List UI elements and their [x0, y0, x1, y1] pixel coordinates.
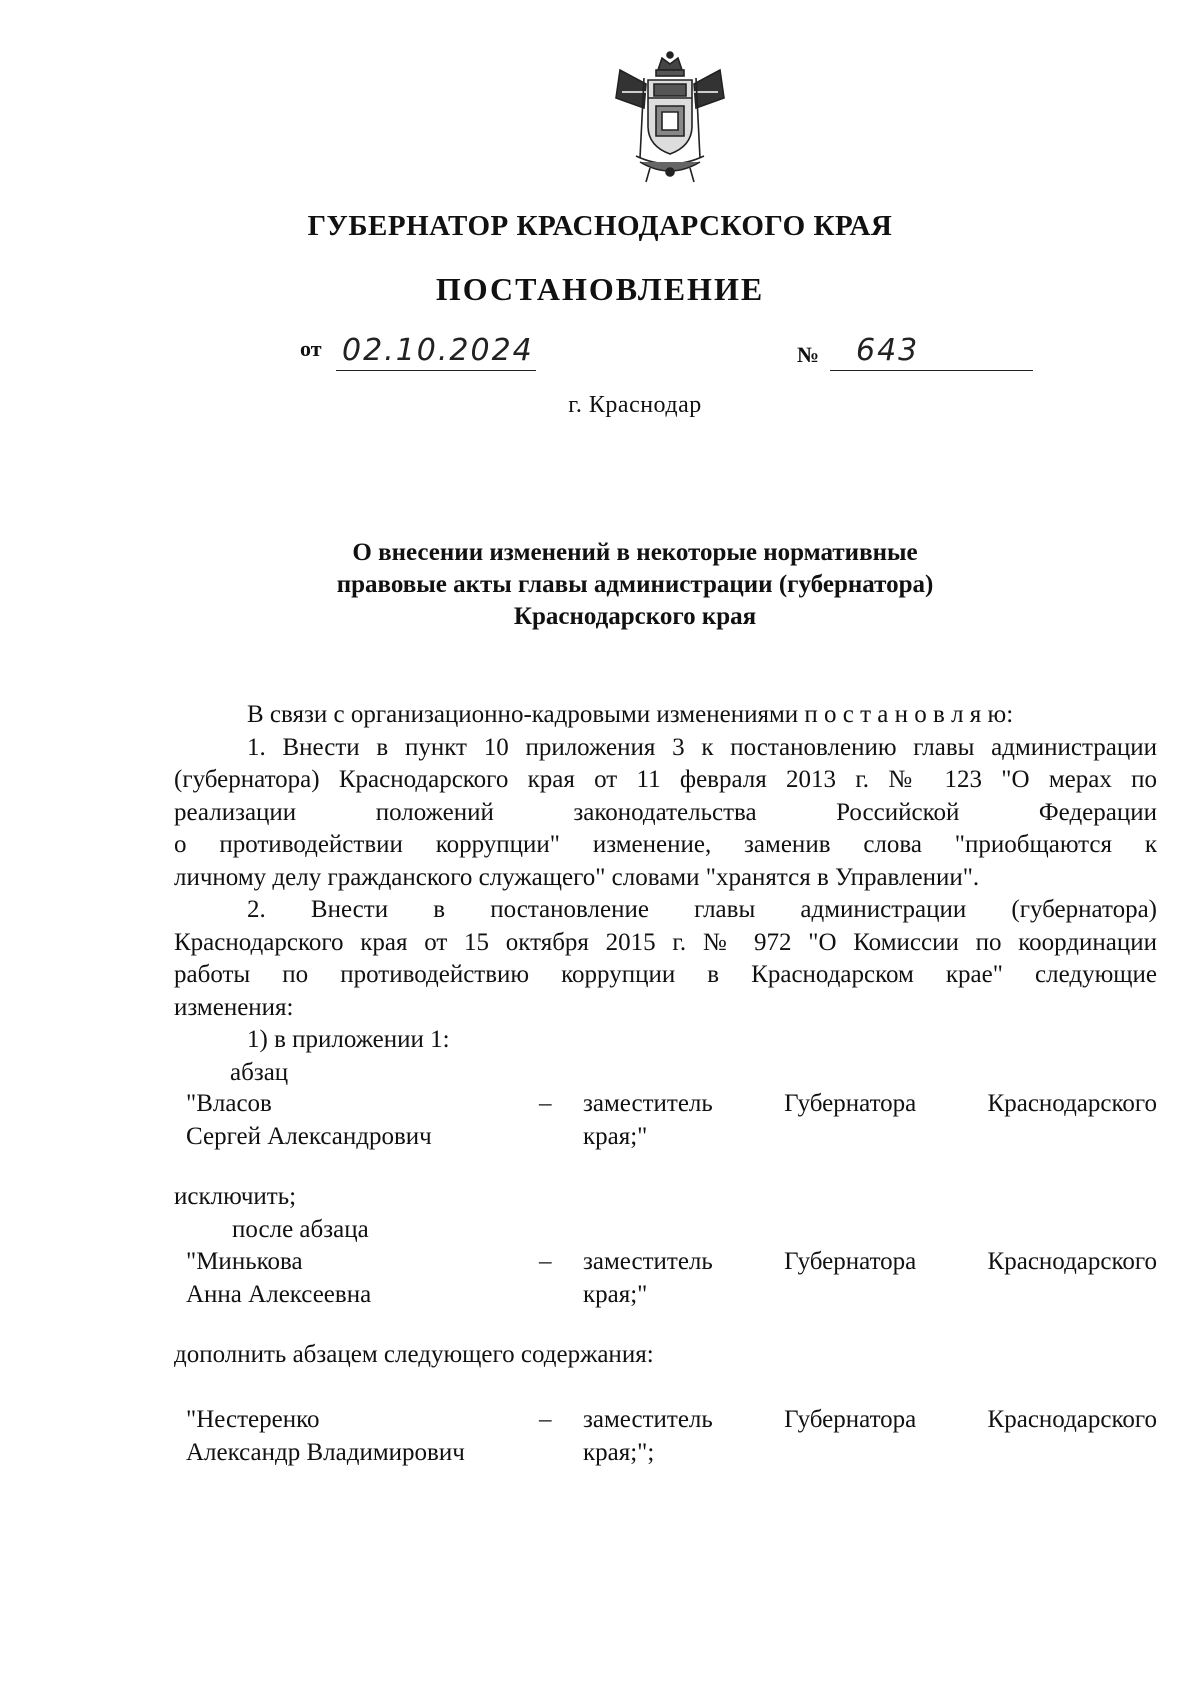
entry-desc-line: края;" — [583, 1122, 648, 1150]
intro-paragraph: В связи с организационно-кадровыми изменениями п о с т а н о в л я ю: — [247, 701, 1014, 728]
number-underline — [830, 370, 1033, 371]
entry-desc-line: края;" — [583, 1280, 648, 1308]
item1-line: реализации положений законодательства Российской Федерации — [174, 798, 1157, 826]
entry-name-line: "Власов — [186, 1090, 272, 1117]
city-line: г. Краснодар — [568, 392, 702, 418]
authority-heading: ГУБЕРНАТОР КРАСНОДАРСКОГО КРАЯ — [307, 210, 893, 242]
item2-line: работы по противодействию коррупции в Краснодарском крае" следующие — [174, 961, 1157, 988]
entry-name-line: Александр Владимирович — [186, 1438, 465, 1466]
item1-line: (губернатора) Краснодарского края от 11 февраля 2013 г. № 123 "О мерах по — [174, 766, 1157, 793]
entry-description — [583, 1404, 1157, 1469]
title-line: Краснодарского края — [513, 603, 757, 630]
item2-line: Краснодарского края от 15 октября 2015 г. № 972 "О Комиссии по координации — [174, 928, 1157, 956]
number-label: № — [797, 342, 820, 367]
item1-line: о противодействии коррупции" изменение, заменив слова "приобщаются к — [174, 831, 1157, 858]
entry-name-line: Анна Алексеевна — [186, 1280, 372, 1308]
entry-desc-line: заместитель Губернатора Краснодарского — [583, 1090, 1157, 1117]
entry-name-line: Сергей Александрович — [186, 1122, 432, 1150]
number-value: 643 — [856, 333, 920, 368]
entry-description — [583, 1088, 1157, 1153]
item1-line: личному делу гражданского служащего" словами "хранятся в Управлении". — [174, 863, 980, 891]
item2-line: изменения: — [174, 993, 294, 1021]
item2-line: 2. Внести в постановление главы администрации (губернатора) — [247, 896, 1157, 923]
item1-line: 1. Внести в пункт 10 приложения 3 к постановлению главы администрации — [247, 733, 1157, 761]
document-title — [0, 537, 1200, 633]
sub-item-line: 1) в приложении 1: — [247, 1026, 450, 1053]
entry-dash: – — [539, 1406, 552, 1433]
document-type-heading: ПОСТАНОВЛЕНИЕ — [435, 271, 765, 307]
entry-dash: – — [539, 1090, 552, 1117]
title-line: правовые акты главы администрации (губернатора) — [336, 571, 934, 598]
date-value: 02.10.2024 — [342, 333, 534, 368]
entry-desc-line: заместитель Губернатора Краснодарского — [583, 1406, 1157, 1433]
date-underline — [336, 370, 536, 371]
entry-description — [583, 1246, 1157, 1311]
exclude-line: исключить; — [174, 1183, 297, 1210]
entry-name-line: "Нестеренко — [186, 1406, 320, 1433]
entry-name — [186, 1088, 546, 1153]
abzac-line: абзац — [230, 1058, 289, 1086]
entry-name — [186, 1404, 546, 1469]
supplement-line: дополнить абзацем следующего содержания: — [174, 1341, 654, 1368]
entry-name-line: "Минькова — [186, 1248, 303, 1275]
coat-of-arms-emblem — [610, 48, 730, 188]
body-text — [174, 699, 1157, 1089]
date-label: от — [300, 336, 322, 361]
after-abzac-line: после абзаца — [232, 1216, 369, 1243]
entry-desc-line: заместитель Губернатора Краснодарского — [583, 1248, 1157, 1275]
title-line: О внесении изменений в некоторые нормативные — [352, 539, 918, 566]
entry-name — [186, 1246, 546, 1311]
entry-desc-line: края;"; — [583, 1438, 655, 1466]
entry-dash: – — [539, 1248, 552, 1275]
